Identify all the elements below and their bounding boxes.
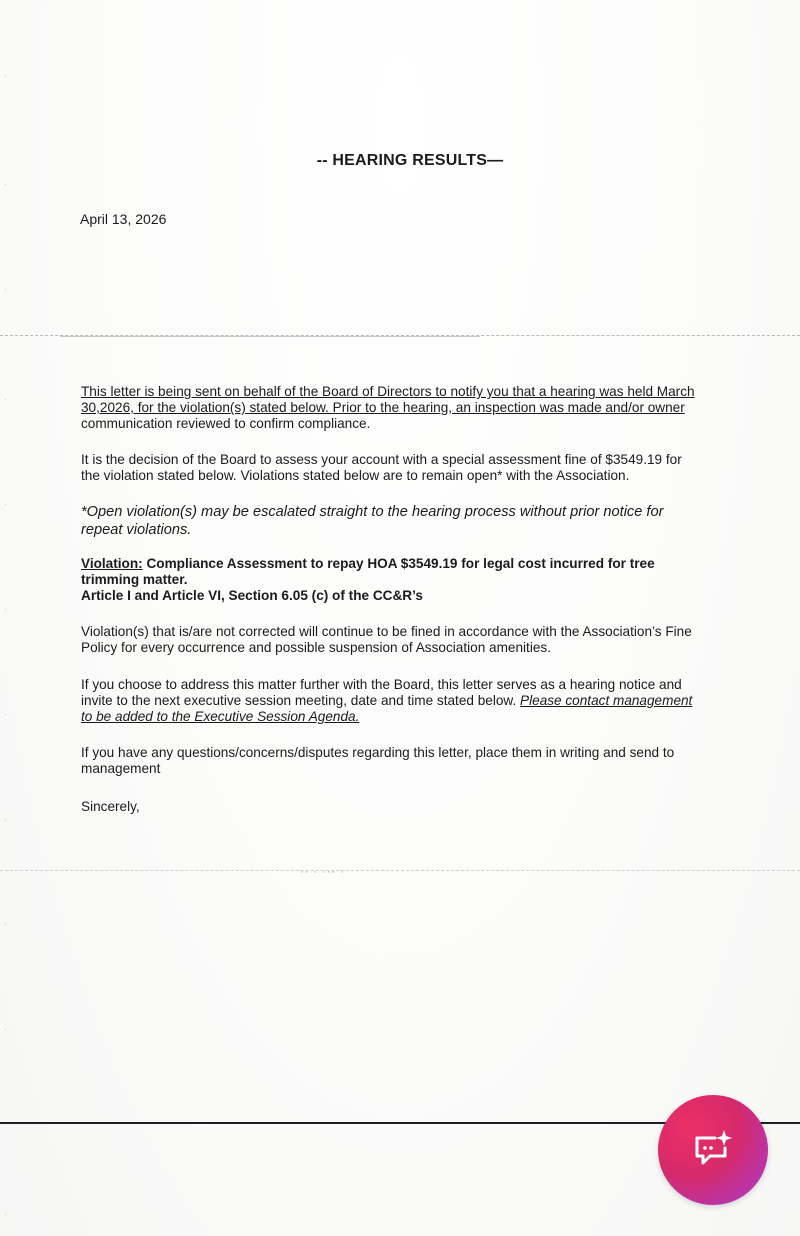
violation-article: Article I and Article VI, Section 6.05 (c) of the CC&R’s — [81, 588, 423, 603]
violation-line — [81, 556, 757, 572]
ai-chat-sparkle-icon — [691, 1128, 735, 1173]
fine-policy-paragraph — [81, 624, 757, 656]
escalation-note — [81, 503, 757, 539]
scan-margin-marks: · · · · · · · · · · · — [4, 72, 7, 1219]
hearing-notice-line — [81, 693, 757, 709]
hearing-notice-line: If you choose to address this matter further with the Board, this letter serves as a hearing notice and — [81, 677, 682, 692]
fine-policy-line: Violation(s) that is/are not corrected will continue to be fined in accordance with the Association’s Fine — [81, 624, 692, 639]
notice-line: 30,2026, for the violation(s) stated below. Prior to the hearing, an inspection was made and/or owner — [81, 400, 685, 415]
decision-line: It is the decision of the Board to assess your account with a special assessment fine of $3549.19 for — [81, 452, 682, 467]
notice-line: communication reviewed to confirm compliance. — [81, 416, 371, 431]
closing-signoff: Sincerely, — [81, 799, 140, 814]
decision-paragraph — [81, 452, 757, 484]
divider — [60, 336, 480, 337]
divider — [0, 870, 800, 871]
letter-title: -- HEARING RESULTS— — [316, 152, 504, 169]
violation-label: Violation: — [81, 556, 143, 571]
fine-policy-line: Policy for every occurrence and possible suspension of Association amenities. — [81, 640, 551, 655]
escalation-line: *Open violation(s) may be escalated straight to the hearing process without prior notice for — [81, 504, 664, 520]
questions-line: If you have any questions/concerns/disputes regarding this letter, place them in writing and send to — [81, 745, 675, 760]
questions-line: management — [81, 761, 161, 776]
notice-line: This letter is being sent on behalf of the Board of Directors to notify you that a hearing was held March — [81, 384, 695, 399]
escalation-line: repeat violations. — [81, 522, 192, 538]
scan-smudge: ·· · ··· · — [300, 866, 345, 878]
notice-paragraph — [81, 384, 757, 432]
violation-block — [81, 556, 757, 604]
violation-description: Compliance Assessment to repay HOA $3549.19 for legal cost incurred for tree — [142, 556, 655, 571]
contact-management-text: Please contact management — [520, 693, 693, 708]
questions-paragraph — [81, 745, 757, 777]
letter-date: April 13, 2026 — [80, 211, 167, 227]
violation-description-cont: trimming matter. — [81, 572, 188, 587]
ai-assistant-button[interactable] — [658, 1095, 768, 1205]
decision-line: the violation stated below. Violations stated below are to remain open* with the Association. — [81, 468, 630, 483]
hearing-notice-paragraph — [81, 677, 757, 725]
hearing-notice-text: invite to the next executive session meeting, date and time stated below. — [81, 693, 521, 708]
executive-session-text: to be added to the Executive Session Agenda. — [81, 709, 360, 724]
